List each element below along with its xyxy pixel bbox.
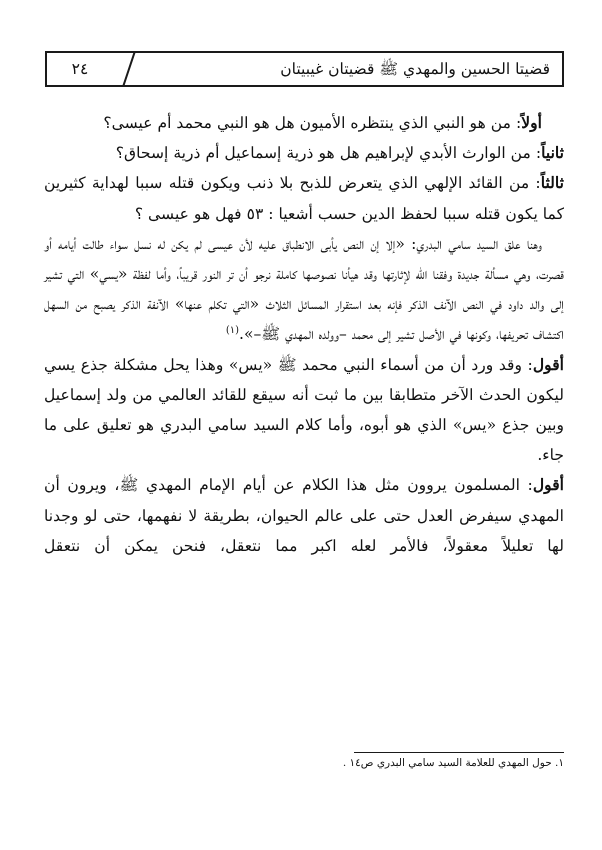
footnote: ١. حول المهدي للعلامة السيد سامي البدري ص١٤ .: [342, 757, 564, 769]
paragraph-third: [44, 168, 564, 228]
paragraph-text: وهنا علق السيد سامي البدري: «إلا إن النص يأبى الانطباق عليه لأن عيسى لم يكن له نسل سواء طالت أيامه أو قصرت، وهي مسألة جديدة وفقنا الله لإثارتها وقد هيأنا نصوصها كاملة نرجو أن تر النور قريباً، وأما لفظة «يسي» التي تشير إلى والد داود في النص الآنف الذكر فإنه بعد استقرار المسائل الثلاث «التي تكلم عنها» الآنفة الذكر يصبح من السهل اكتشاف تحريفها، وكونها في الأصل تشير إلى محمد –وولده المهدي ﷺ–».: [44, 234, 564, 344]
page-number: ٢٤: [71, 60, 89, 78]
paragraph-text: : من هو النبي الذي ينتظره الأميون هل هو النبي محمد أم عيسى؟: [103, 114, 522, 132]
paragraph-lead: أولاً: [521, 113, 542, 132]
paragraph-comment-1: [44, 350, 564, 471]
paragraph-text: : المسلمون يروون مثل هذا الكلام عن أيام الإمام المهدي ﷺ، ويرون أن المهدي سيفرض العدل حتى على عالم الحيوان، بطريقة لا نفهمها، حتى لو وجدنا لها تعليلاً معقولاً، فالأمر لعله اكبر مما نتعقل، فنحن يمكن أن نتعقل: [44, 476, 564, 555]
paragraph-second: [44, 138, 564, 168]
header-divider-slash: [109, 51, 149, 87]
paragraph-lead: أقول: [532, 475, 564, 495]
paragraph-text: : من القائد الإلهي الذي يتعرض للذبح بلا ذنب ويكون قتله سببا لهداية كثيرين كما يكون قتله سببا لحفظ الدين حسب أشعيا : ٥٣ فهل هو عيسى ؟: [44, 174, 564, 223]
main-text: [44, 108, 564, 561]
paragraph-text: : وقد ورد أن من أسماء النبي محمد ﷺ «يس» وهذا يحل مشكلة جذع يسي ليكون الحدث الآخر متطابقا بين ما ثبت أنه سيقع للقائد العالمي من ولد إسماعيل وبين جذع «يس» الذي هو أبوه، وأما كلام السيد سامي البدري هو تعليق على ما جاء.: [44, 355, 564, 465]
running-header-title: قضيتا الحسين والمهدي ﷺ قضيتان غيبيتان: [280, 60, 550, 78]
paragraph-first: [44, 108, 564, 138]
paragraph-comment-2: [44, 470, 564, 561]
paragraph-lead: أقول: [532, 354, 564, 374]
paragraph-text: : من الوارث الأبدي لإبراهيم هل هو ذرية إسماعيل أم ذرية إسحاق؟: [115, 144, 542, 163]
paragraph-lead: ثالثاً: [540, 173, 564, 193]
paragraph-quote: [44, 229, 564, 350]
running-header: [45, 51, 564, 87]
footnote-separator: [354, 752, 564, 753]
footnote-reference: (١): [225, 325, 240, 337]
paragraph-lead: ثانياً: [541, 143, 564, 163]
